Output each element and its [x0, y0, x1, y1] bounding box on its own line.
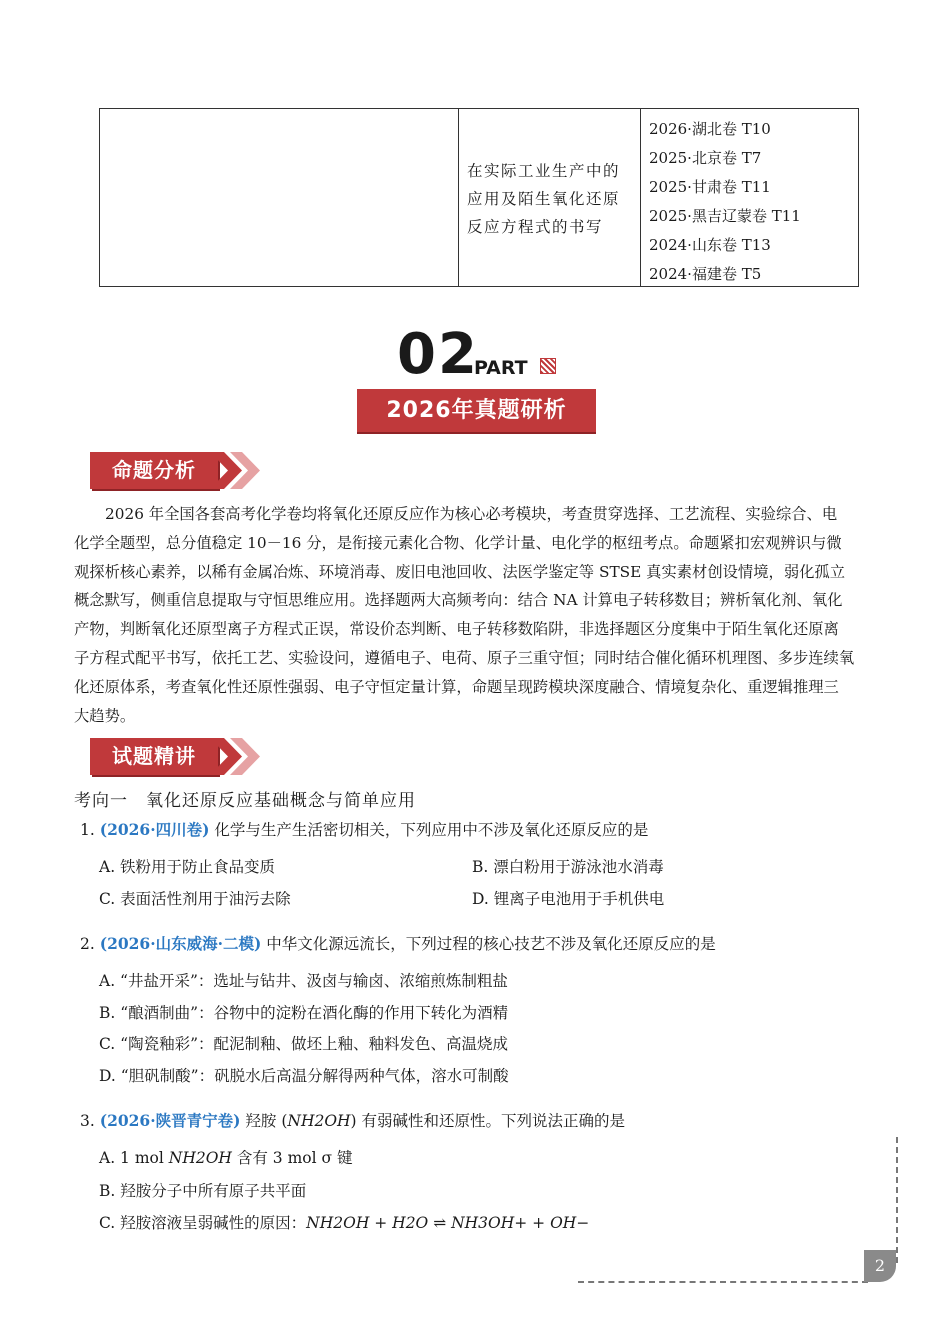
topic-line: 在实际工业生产中的	[467, 162, 621, 180]
reference-item: 2024·福建卷 T5	[649, 265, 762, 283]
paragraph-line: 化学全题型，总分值稳定 10－16 分，是衔接元素化合物、化学计量、电化学的枢纽考点。命题紧扣宏观辨识与微	[74, 533, 842, 552]
option-d: D. 锂离子电池用于手机供电	[472, 890, 665, 908]
topic-heading: 考向一 氧化还原反应基础概念与简单应用	[74, 791, 416, 811]
question-text: 化学与生产生活密切相关，下列应用中不涉及氧化还原反应的是	[214, 821, 649, 839]
option-a: A. 铁粉用于防止食品变质	[99, 858, 276, 876]
double-chevron-icon	[210, 452, 270, 489]
option-c	[99, 1211, 589, 1233]
option-text: 含有 3 mol σ 键	[231, 1149, 353, 1167]
option-text: A. 1 mol	[99, 1149, 169, 1167]
question-number: 1.	[80, 821, 95, 839]
section-title: 2026年真题研析	[357, 389, 596, 432]
option-b: B. 羟胺分子中所有原子共平面	[99, 1182, 307, 1200]
formula: NH2OH	[287, 1112, 351, 1130]
topic-line: 反应方程式的书写	[467, 218, 604, 236]
reference-item: 2025·甘肃卷 T11	[649, 178, 771, 196]
option-b: B. 漂白粉用于游泳池水消毒	[472, 858, 664, 876]
option-a: A. “井盐开采”：选址与钻井、汲卤与输卤、浓缩煎炼制粗盐	[99, 972, 508, 990]
reference-item: 2025·黑吉辽蒙卷 T11	[649, 207, 801, 225]
option-d: D. “胆矾制酸”：矾脱水后高温分解得两种气体，溶水可制酸	[99, 1067, 509, 1085]
question-1-stem	[80, 818, 648, 840]
page-dashed-line	[896, 1137, 898, 1263]
paragraph-line: 概念默写，侧重信息提取与守恒思维应用。选择题两大高频考向：结合 NA 计算电子转移数目；辨析氧化剂、氧化	[74, 591, 843, 610]
topic-line: 应用及陌生氧化还原	[467, 190, 621, 208]
reference-item: 2026·湖北卷 T10	[649, 120, 771, 138]
question-source: (2026·山东威海·二模)	[99, 934, 262, 953]
question-text: 中华文化源远流长，下列过程的核心技艺不涉及氧化还原反应的是	[266, 935, 716, 953]
part-number: 02	[397, 322, 479, 387]
equation: NH2OH + H2O ⇌ NH3OH+ + OH−	[306, 1214, 590, 1232]
paragraph-line: 子方程式配平书写，依托工艺、实验设问，遵循电子、电荷、原子三重守恒；同时结合催化循环机理图、多步连续氧	[74, 648, 855, 667]
option-c: C. “陶瓷釉彩”：配泥制釉、做坯上釉、釉料发色、高温烧成	[99, 1035, 509, 1053]
question-3-stem	[80, 1109, 625, 1131]
curriculum-table	[99, 108, 859, 287]
reference-item: 2025·北京卷 T7	[649, 149, 762, 167]
analysis-paragraph	[74, 500, 877, 730]
option-b: B. “酿酒制曲”：谷物中的淀粉在酒化酶的作用下转化为酒精	[99, 1004, 509, 1022]
question-source: (2026·陕晋青宁卷)	[99, 1111, 241, 1130]
table-cell-empty	[100, 109, 459, 286]
paragraph-line: 观探析核心素养，以稀有金属冶炼、环境消毒、废旧电池回收、法医学鉴定等 STSE 真实素材创设情境，弱化孤立	[74, 562, 846, 581]
option-c: C. 表面活性剂用于油污去除	[99, 890, 291, 908]
question-number: 2.	[80, 935, 95, 953]
hatched-square-icon	[540, 358, 556, 374]
paragraph-line: 化还原体系，考查氧化性还原性强弱、电子守恒定量计算，命题呈现跨模块深度融合、情境复杂化、重逻辑推理三	[74, 677, 839, 696]
analysis-tag-label: 命题分析	[90, 452, 218, 489]
paragraph-line: 2026 年全国各套高考化学卷均将氧化还原反应作为核心必考模块，考查贯穿选择、工艺流程、实验综合、电	[105, 505, 838, 523]
paragraph-line: 产物，判断氧化还原型离子方程式正误，常设价态判断、电子转移数陷阱，非选择题区分度集中于陌生氧化还原离	[74, 620, 839, 639]
option-text: C. 羟胺溶液呈弱碱性的原因：	[99, 1214, 307, 1232]
table-cell-references	[649, 115, 801, 289]
part-word: PART	[474, 357, 528, 379]
double-chevron-icon	[210, 738, 270, 775]
table-cell-topic	[458, 109, 641, 286]
question-number: 3.	[80, 1112, 95, 1130]
lecture-tag-label: 试题精讲	[90, 738, 218, 775]
question-text: 羟胺 (	[245, 1112, 288, 1130]
formula: NH2OH	[168, 1149, 232, 1167]
paragraph-line: 大趋势。	[74, 706, 136, 725]
question-source: (2026·四川卷)	[99, 820, 210, 839]
page-number: 2	[864, 1250, 896, 1282]
question-text: ) 有弱碱性和还原性。下列说法正确的是	[350, 1112, 626, 1130]
question-2-stem	[80, 932, 716, 954]
option-a	[99, 1146, 353, 1168]
reference-item: 2024·山东卷 T13	[649, 236, 771, 254]
page-dashed-line	[578, 1281, 868, 1283]
